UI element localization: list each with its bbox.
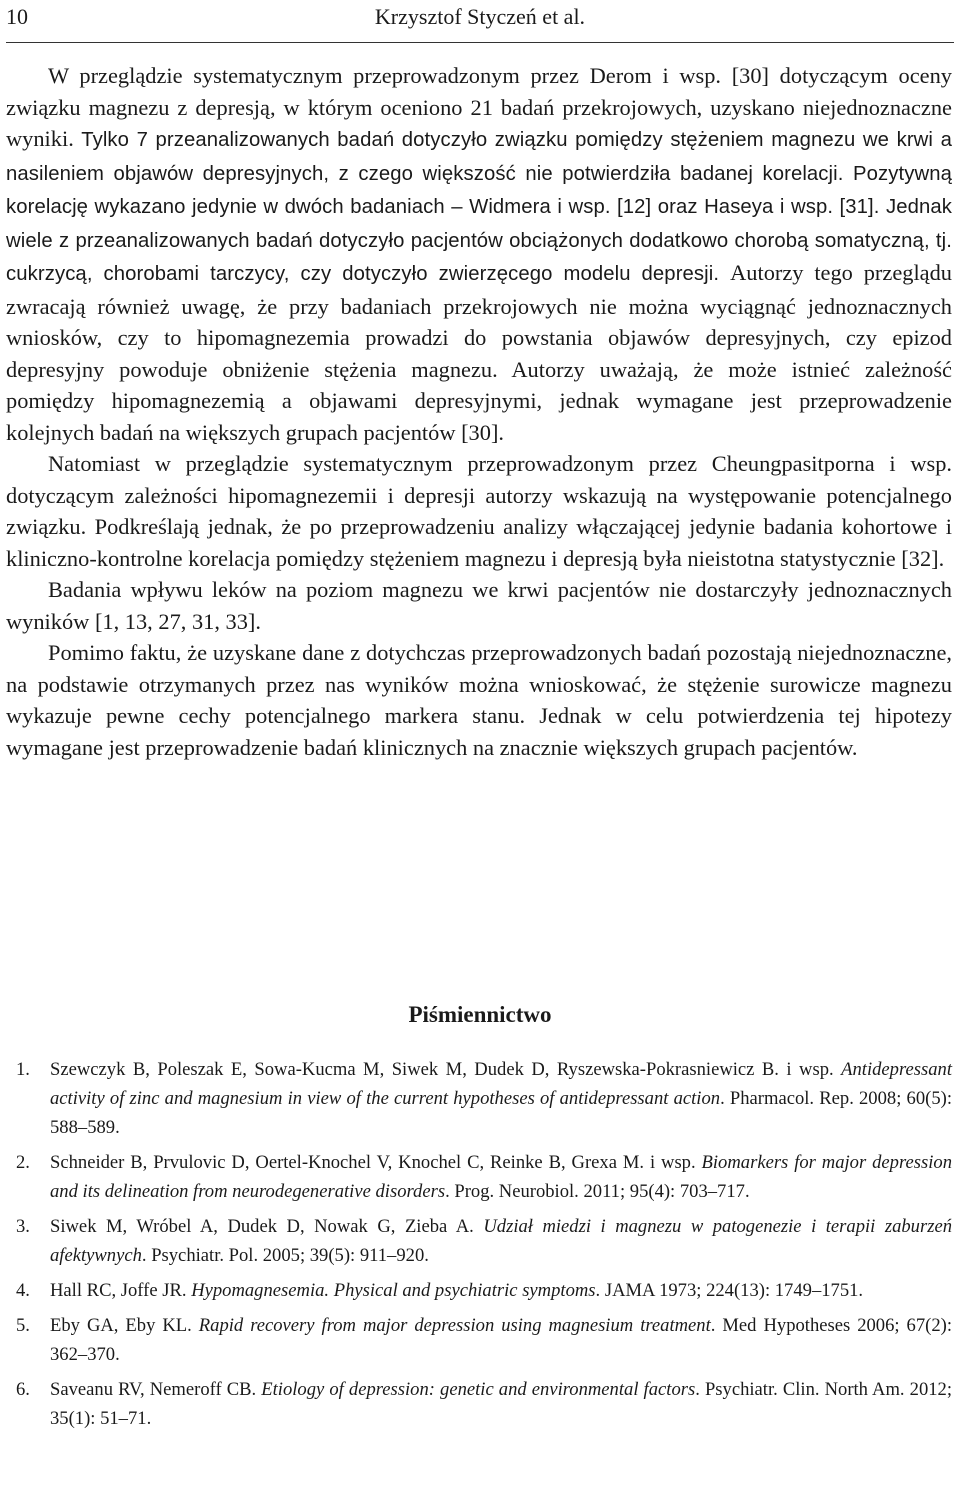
reference-source: . Prog. Neurobiol. 2011; 95(4): 703–717. (445, 1181, 750, 1202)
reference-source: . Psychiatr. Pol. 2005; 39(5): 911–920. (141, 1245, 429, 1266)
reference-number: 4. (16, 1280, 30, 1301)
reference-number: 2. (16, 1152, 30, 1173)
paragraph (6, 637, 952, 763)
reference-source: . Psychiatr. Clin. North Am. 2012; 35(1): 51–71. (50, 1379, 952, 1429)
body-text (6, 60, 952, 763)
reference-title: Biomarkers for major depression and its delineation from neurodegenerative disorders (50, 1152, 952, 1202)
reference-authors: Eby GA, Eby KL. (50, 1315, 199, 1336)
reference-authors: Siwek M, Wróbel A, Dudek D, Nowak G, Zieba A. (50, 1216, 484, 1237)
reference-number: 3. (16, 1216, 30, 1237)
text-segment: Natomiast w przeglądzie systematycznym przeprowadzonym przez Cheungpasitporna i wsp. dotyczącym zależności hipomagnezemii i depresji autorzy wskazują na występowanie potencjalnego związku. Podkreślają jednak, że po przeprowadzeniu analizy włączającej jedynie badania kohortowe i kliniczno-kontrolne korelacja pomiędzy stężeniem magnezu i depresją była nieistotna statystycznie [32]. (6, 451, 952, 571)
reference-authors: Saveanu RV, Nemeroff CB. (50, 1379, 262, 1400)
paragraph (6, 574, 952, 637)
paragraph (6, 60, 952, 448)
text-segment: Tylko 7 przeanalizowanych badań dotyczyło związku pomiędzy stężeniem magnezu we krwi a nasileniem objawów depresyjnych, z czego większość nie potwierdziła badanej korelacji. Pozytywną korelację wykazano jedynie w dwóch badaniach – Widmera i wsp. [12] oraz Haseya i wsp. [31]. Jednak wiele z przeanalizowanych badań dotyczyło pacjentów obciążonych dodatkowo chorobą somatyczną, tj. cukrzycą, chorobami tarczycy, czy dotyczyło zwierzęcego modelu depresji. (6, 129, 952, 285)
reference-title: Rapid recovery from major depression using magnesium treatment (198, 1315, 711, 1336)
page-number: 10 (6, 4, 28, 29)
reference-item (6, 1375, 952, 1433)
running-header (6, 2, 954, 43)
text-segment: W przeglądzie systematycznym przeprowadzonym przez Derom i wsp. [30] dotyczącym oceny związku magnezu z depresją, w którym oceniono 21 badań przekrojowych, uzyskano niejednoznaczne wyniki. (6, 63, 952, 151)
reference-item (6, 1055, 952, 1142)
reference-source: . Med Hypotheses 2006; 67(2): 362–370. (50, 1315, 952, 1365)
reference-title: Antidepressant activity of zinc and magnesium in view of the current hypotheses of antidepressant action (50, 1059, 952, 1109)
text-segment: Badania wpływu leków na poziom magnezu we krwi pacjentów nie dostarczyły jednoznacznych wyników [1, 13, 27, 31, 33]. (6, 577, 952, 634)
reference-authors: Schneider B, Prvulovic D, Oertel-Knochel V, Knochel C, Reinke B, Grexa M. i wsp. (50, 1152, 702, 1173)
reference-authors: Hall RC, Joffe JR. (50, 1280, 192, 1301)
reference-item (6, 1212, 952, 1270)
reference-title: Etiology of depression: genetic and environmental factors (261, 1379, 696, 1400)
references-heading: Piśmiennictwo (408, 1002, 552, 1027)
references-list (6, 1055, 952, 1439)
reference-title: Udział miedzi i magnezu w patogenezie i terapii zaburzeń afektywnych (50, 1216, 952, 1266)
paragraph (6, 448, 952, 574)
reference-number: 6. (16, 1379, 30, 1400)
text-segment: Pomimo faktu, że uzyskane dane z dotychczas przeprowadzonych badań pozostają niejednoznaczne, na podstawie otrzymanych przez nas wyników można wnioskować, że stężenie surowicze magnezu wykazuje pewne cechy potencjalnego markera stanu. Jednak w celu potwierdzenia tej hipotezy wymagane jest przeprowadzenie badań klinicznych na znacznie większych grupach pacjentów. (6, 640, 952, 760)
reference-authors: Szewczyk B, Poleszak E, Sowa-Kucma M, Siwek M, Dudek D, Ryszewska-Pokrasniewicz B. i wsp. (50, 1059, 842, 1080)
reference-item (6, 1311, 952, 1369)
reference-source: . Pharmacol. Rep. 2008; 60(5): 588–589. (50, 1088, 952, 1138)
reference-source: . JAMA 1973; 224(13): 1749–1751. (595, 1280, 864, 1301)
reference-number: 5. (16, 1315, 30, 1336)
running-head: Krzysztof Styczeń et al. (374, 4, 586, 29)
text-segment: Autorzy tego przeglądu zwracają również uwagę, że przy badaniach przekrojowych nie można wyciągnąć jednoznacznych wniosków, czy to hipomagnezemia prowadzi do powstania objawów depresyjnych, czy epizod depresyjny powoduje obniżenie stężenia magnezu. Autorzy uważają, że może istnieć zależność pomiędzy hipomagnezemią a objawami depresyjnymi, jednak wymagane jest przeprowadzenie kolejnych badań na większych grupach pacjentów [30]. (6, 260, 953, 445)
reference-title: Hypomagnesemia. Physical and psychiatric symptoms (191, 1280, 596, 1301)
reference-item (6, 1148, 952, 1206)
reference-item (6, 1276, 952, 1305)
reference-number: 1. (16, 1059, 30, 1080)
